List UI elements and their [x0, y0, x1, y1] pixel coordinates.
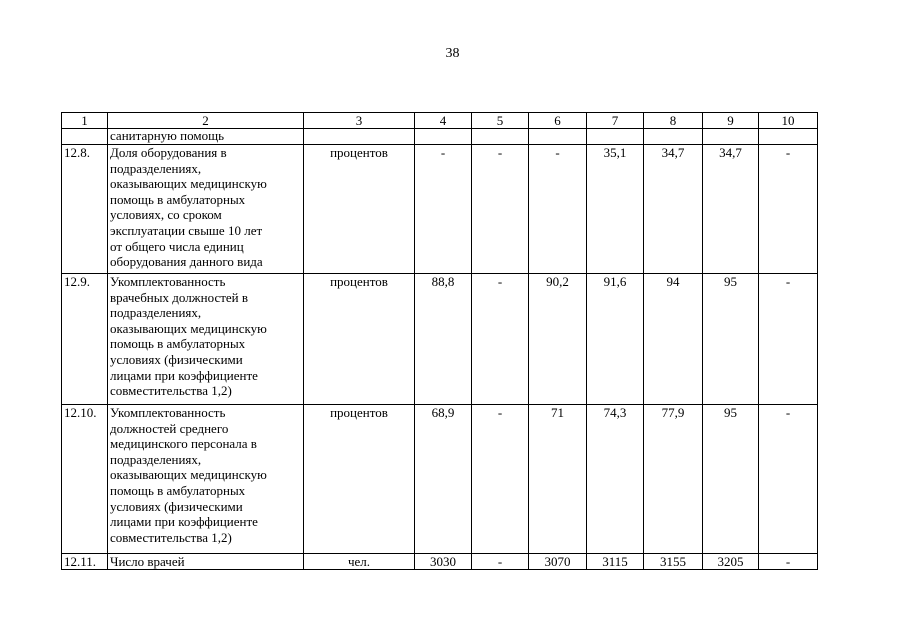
table-row [62, 145, 818, 274]
row-name-line: эксплуатации свыше 10 лет [110, 222, 263, 238]
row-value: 3115 [587, 554, 644, 570]
row-value: - [415, 145, 472, 274]
row-value: 90,2 [529, 274, 587, 405]
row-name-line: Доля оборудования в [110, 145, 227, 160]
row-name-line: условиях (физическими [110, 351, 243, 367]
table-header-row [62, 113, 818, 129]
row-name-line: подразделениях, [110, 451, 202, 467]
table-row [62, 405, 818, 554]
row-name-line: должностей среднего [110, 420, 229, 436]
row-value: 71 [529, 405, 587, 554]
row-value: 91,6 [587, 274, 644, 405]
header-cell: 5 [472, 113, 529, 129]
row-value: 77,9 [644, 405, 703, 554]
row-name-line: медицинского персонала в [110, 436, 257, 452]
page-number: 38 [445, 46, 460, 61]
row-unit: процентов [304, 405, 415, 554]
row-value [703, 129, 759, 145]
row-value: 95 [703, 405, 759, 554]
row-name-line: лицами при коэффициенте [110, 367, 258, 383]
row-value: - [759, 274, 818, 405]
row-value: - [759, 405, 818, 554]
row-name-line: оказывающих медицинскую [110, 176, 267, 192]
row-unit: чел. [304, 554, 415, 570]
row-unit: процентов [304, 274, 415, 405]
row-value: - [529, 145, 587, 274]
row-value [587, 129, 644, 145]
row-value: 34,7 [703, 145, 759, 274]
table-row-continuation [62, 129, 818, 145]
header-cell: 4 [415, 113, 472, 129]
header-cell: 3 [304, 113, 415, 129]
header-cell: 6 [529, 113, 587, 129]
indicators-table [61, 112, 818, 570]
row-value: 74,3 [587, 405, 644, 554]
header-cell: 7 [587, 113, 644, 129]
row-number [62, 129, 108, 145]
row-name-line: от общего числа единиц [110, 238, 244, 254]
row-value: 68,9 [415, 405, 472, 554]
row-name-line: помощь в амбулаторных [110, 336, 246, 352]
row-name-line: Укомплектованность [110, 405, 226, 420]
row-name-line: врачебных должностей в [110, 289, 249, 305]
row-value [759, 129, 818, 145]
row-value: 95 [703, 274, 759, 405]
row-value: - [472, 405, 529, 554]
row-value: 35,1 [587, 145, 644, 274]
row-unit [304, 129, 415, 145]
row-value: 3205 [703, 554, 759, 570]
row-value [644, 129, 703, 145]
row-name-line: Укомплектованность [110, 274, 226, 289]
row-value: 34,7 [644, 145, 703, 274]
row-name [108, 274, 304, 405]
row-unit: процентов [304, 145, 415, 274]
header-cell: 10 [759, 113, 818, 129]
row-value: 94 [644, 274, 703, 405]
row-name-line: оборудования данного вида [110, 254, 263, 270]
row-name-line: оказывающих медицинскую [110, 320, 267, 336]
row-value [529, 129, 587, 145]
header-cell: 9 [703, 113, 759, 129]
row-name-line: оказывающих медицинскую [110, 467, 267, 483]
row-name-line: подразделениях, [110, 160, 202, 176]
row-value [472, 129, 529, 145]
row-name-line: Число врачей [110, 554, 185, 569]
row-name-line: совместительства 1,2) [110, 529, 232, 545]
row-number: 12.10. [62, 405, 108, 554]
row-name-line: помощь в амбулаторных [110, 191, 246, 207]
row-name: санитарную помощь [108, 129, 304, 145]
header-cell: 8 [644, 113, 703, 129]
row-value: - [472, 274, 529, 405]
row-name-line: лицами при коэффициенте [110, 514, 258, 530]
table-row [62, 274, 818, 405]
row-number: 12.11. [62, 554, 108, 570]
row-value: 3070 [529, 554, 587, 570]
row-value [415, 129, 472, 145]
row-name-line: совместительства 1,2) [110, 383, 232, 399]
header-cell: 2 [108, 113, 304, 129]
row-name-line: помощь в амбулаторных [110, 482, 246, 498]
row-name-line: условиях, со сроком [110, 207, 222, 223]
row-name [108, 554, 304, 570]
header-cell: 1 [62, 113, 108, 129]
row-value: - [472, 554, 529, 570]
row-name-line: условиях (физическими [110, 498, 243, 514]
row-value: 88,8 [415, 274, 472, 405]
row-value: 3155 [644, 554, 703, 570]
table-row [62, 554, 818, 570]
row-value: - [759, 145, 818, 274]
row-number: 12.8. [62, 145, 108, 274]
row-value: - [759, 554, 818, 570]
row-number: 12.9. [62, 274, 108, 405]
row-value: - [472, 145, 529, 274]
row-name [108, 145, 304, 274]
row-name [108, 405, 304, 554]
row-value: 3030 [415, 554, 472, 570]
row-name-line: подразделениях, [110, 305, 202, 321]
